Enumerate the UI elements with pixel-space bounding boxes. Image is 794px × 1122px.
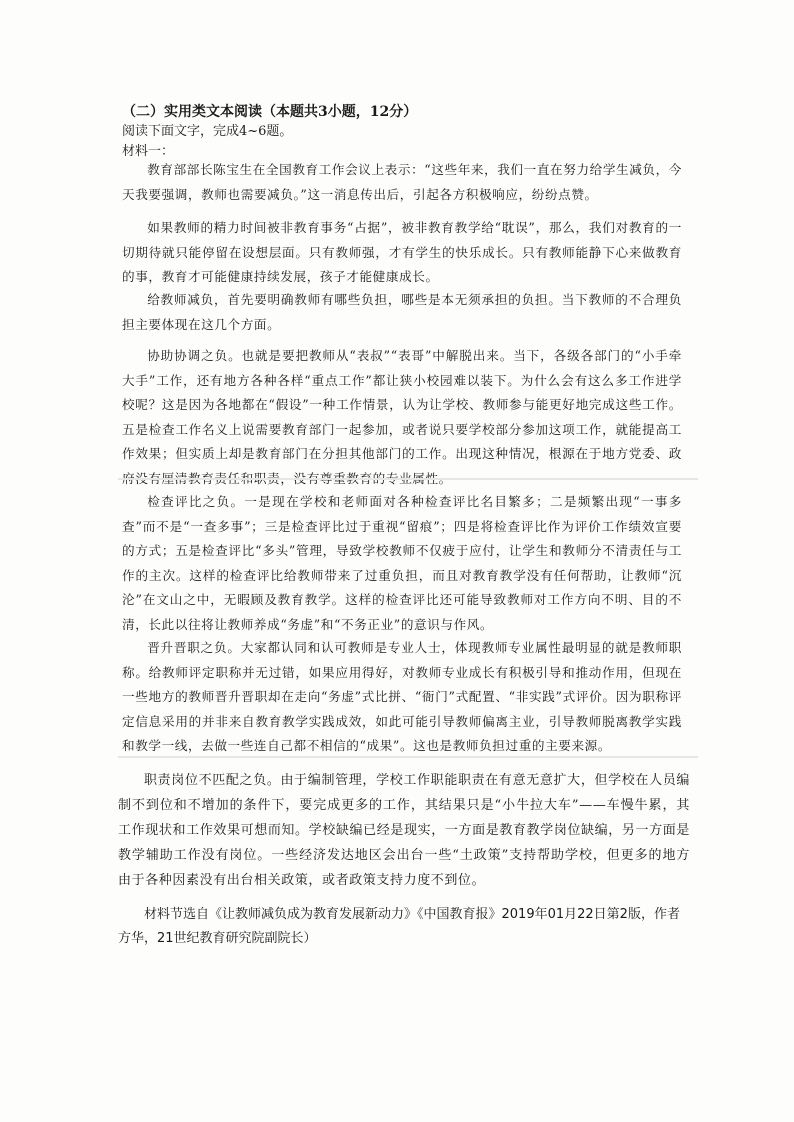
paragraph: 如果教师的精力时间被非教育事务“占据”，被非教育教学给“耽误”，那么，我们对教育的一切期待就只能停留在设想层面。只有教师强，才有学生的快乐成长。只有教师能静下心来做教育的事，教育才可能健康持续发展，孩子才能健康成长。 <box>122 220 682 284</box>
paragraph: 晋升晋职之负。大家都认同和认可教师是专业人士，体现教师专业属性最明显的就是教师职称。给教师评定职称并无过错，如果应用得好，对教师专业成长有积极引导和推动作用，但现在一些地方的教师晋升晋职却在走向“务虚”式比拼、“衙门”式配置、“非实践”式评价。因为职称评定信息采用的并非来自教育教学实践成效，如此可能引导教师偏离主业，引导教师脱离教学实践和教学一线，去做一些连自己都不相信的“成果”。这也是教师负担过重的主要来源。 <box>122 640 682 753</box>
paragraph-2-block <box>122 216 682 290</box>
material-label: 材料一： <box>122 144 175 159</box>
paragraph-4-block <box>122 344 682 491</box>
paragraph: 教育部部长陈宝生在全国教育工作会议上表示：“这些年来，我们一直在努力给学生减负，今天我要强调，教师也需要减负。”这一消息传出后，引起各方积极响应，纷纷点赞。 <box>122 162 682 202</box>
paragraph-1-block <box>122 158 682 207</box>
paragraph: 检查评比之负。一是现在学校和老师面对各种检查评比名目繁多；二是频繁出现“一事多查”而不是“一查多事”；三是检查评比过于重视“留痕”；四是将检查评比作为评价工作绩效宣要的方式；五是检查评比“多头”管理，导致学校教师不仅疲于应付，让学生和教师分不清责任与工作的主次。这样的检查评比给教师带来了过重负担，而且对教育教学没有任何帮助，让教师“沉沦”在文山之中，无暇顾及教育教学。这样的检查评比还可能导致教师对工作方向不明、目的不清，长此以往将让教师养成“务虚”和“不务正业”的意识与作风。 <box>122 494 682 632</box>
paragraph-6-block <box>122 636 682 759</box>
paragraph-5-block <box>122 490 682 637</box>
source-citation: 材料节选自《让教师减负成为教育发展新动力》《中国教育报》2019年01月22日第2版，作者方华，21世纪教育研究院副院长） <box>118 907 680 946</box>
section-heading: （二）实用类文本阅读（本题共3小题，12分） <box>122 104 418 120</box>
scan-band <box>118 756 698 758</box>
section-header <box>122 103 682 161</box>
paragraph-7-block <box>118 768 690 893</box>
scan-band <box>118 478 698 480</box>
paragraph: 协助协调之负。也就是要把教师从“表叔”“表哥”中解脱出来。当下，各级各部门的“小手牵大手”工作，还有地方各种各样“重点工作”都让狭小校园难以装下。为什么会有这么多工作进学校呢？这是因为各地都在“假设”一种工作情景，认为让学校、教师参与能更好地完成这些工作。五是检查工作名义上说需要教育部门一起参加，或者说只要学校部分参加这项工作，就能提高工作效果；但实质上却是教育部门在分担其他部门的工作。出现这种情况，根源在于地方党委、政 <box>122 348 682 461</box>
source-citation-block <box>118 903 690 951</box>
instruction-text: 阅读下面文字，完成4~6题。 <box>122 124 293 139</box>
paragraph-3-block <box>122 288 682 337</box>
paragraph: 职责岗位不匹配之负。由于编制管理，学校工作职能职责在有意无意扩大，但学校在人员编制不到位和不增加的条件下，要完成更多的工作，其结果只是“小牛拉大车”——车慢牛累，其工作现状和工作效果可想而知。学校缺编已经是现实，一方面是教育教学岗位缺编，另一方面是教学辅助工作没有岗位。一些经济发达地区会出台一些“土政策”支持帮助学校，但更多的地方由于各种因素没有出台相关政策，或者政策支持力度不到位。 <box>118 773 690 888</box>
paragraph: 给教师减负，首先要明确教师有哪些负担，哪些是本无须承担的负担。当下教师的不合理负担主要体现在这几个方面。 <box>122 292 682 332</box>
